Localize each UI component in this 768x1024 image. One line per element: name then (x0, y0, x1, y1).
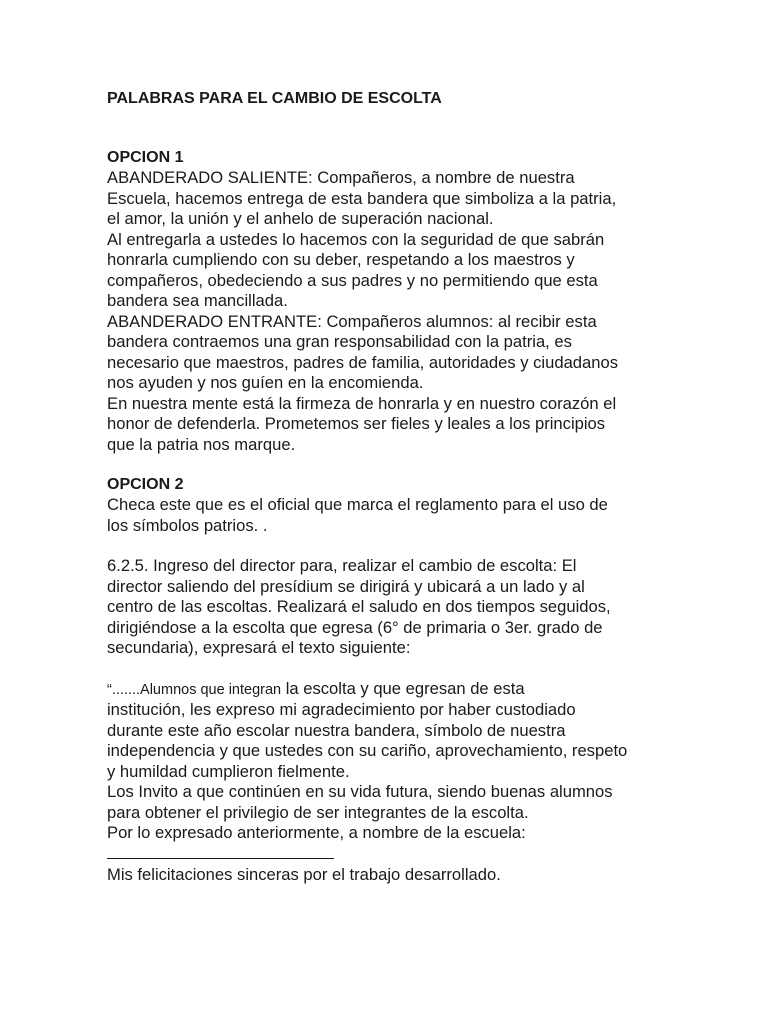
text-line: dirigiéndose a la escolta que egresa (6° de primaria o 3er. grado de (107, 617, 603, 637)
paragraph-gap (107, 536, 747, 556)
text-line: compañeros, obedeciendo a sus padres y no permitiendo que esta (107, 270, 598, 290)
text-line (107, 679, 747, 701)
text-line: Escuela, hacemos entrega de esta bandera que simboliza a la patria, (107, 188, 617, 208)
text-line: Los Invito a que continúen en su vida futura, siendo buenas alumnos (107, 782, 613, 801)
option-2-heading: OPCION 2 (107, 476, 184, 493)
text-line: ABANDERADO SALIENTE: Compañeros, a nombre de nuestra (107, 168, 575, 187)
text-line: ABANDERADO ENTRANTE: Compañeros alumnos: al recibir esta (107, 311, 597, 331)
text-line: 6.2.5. Ingreso del director para, realizar el cambio de escolta: El (107, 556, 577, 575)
speech-lead: “.......Alumnos que integran (107, 681, 282, 698)
text-line: y humildad cumplieron fielmente. (107, 761, 350, 781)
text-line: En nuestra mente está la firmeza de honrarla y en nuestro corazón el (107, 393, 617, 413)
speech-paragraph (107, 679, 747, 886)
text-line: para obtener el privilegio de ser integrantes de la escolta. (107, 802, 529, 822)
text-line: los símbolos patrios. . (107, 515, 268, 535)
signature-underline (107, 858, 334, 859)
text-line: director saliendo del presídium se dirigirá y ubicará a un lado y al (107, 576, 585, 596)
option-1-section (107, 148, 747, 455)
text-line: Checa este que es el oficial que marca el reglamento para el uso de (107, 495, 608, 514)
text-line: institución, les expreso mi agradecimiento por haber custodiado (107, 700, 576, 719)
text-line: que la patria nos marque. (107, 434, 296, 454)
option-2-section (107, 475, 747, 885)
text-line: durante este año escolar nuestra bandera, símbolo de nuestra (107, 720, 566, 740)
option-2-intro (107, 495, 747, 536)
text-line: centro de las escoltas. Realizará el saludo en dos tiempos seguidos, (107, 597, 611, 616)
document-title: PALABRAS PARA EL CAMBIO DE ESCOLTA (107, 90, 442, 107)
speech-first-rest: la escolta y que egresan de esta (281, 678, 525, 698)
text-line: el amor, la unión y el anhelo de superación nacional. (107, 209, 494, 228)
text-line: Por lo expresado anteriormente, a nombre de la escuela: (107, 823, 526, 842)
closing-line: Mis felicitaciones sinceras por el trabajo desarrollado. (107, 864, 501, 884)
rule-paragraph (107, 556, 747, 659)
text-line: bandera sea mancillada. (107, 291, 288, 310)
text-line: honor de defenderla. Prometemos ser fieles y leales a los principios (107, 414, 606, 433)
text-line: secundaria), expresará el texto siguiente: (107, 638, 411, 657)
option-1-body (107, 168, 747, 455)
text-line: nos ayuden y nos guíen en la encomienda. (107, 373, 424, 392)
document-page (107, 88, 747, 905)
paragraph-gap (107, 659, 747, 679)
option-1-heading: OPCION 1 (107, 149, 184, 166)
text-line: necesario que maestros, padres de familia, autoridades y ciudadanos (107, 352, 619, 372)
text-line: Al entregarla a ustedes lo hacemos con la seguridad de que sabrán (107, 229, 605, 249)
text-line: independencia y que ustedes con su cariño, aprovechamiento, respeto (107, 741, 628, 760)
text-line: honrarla cumpliendo con su deber, respetando a los maestros y (107, 250, 575, 269)
text-line: bandera contraemos una gran responsabilidad con la patria, es (107, 332, 572, 351)
